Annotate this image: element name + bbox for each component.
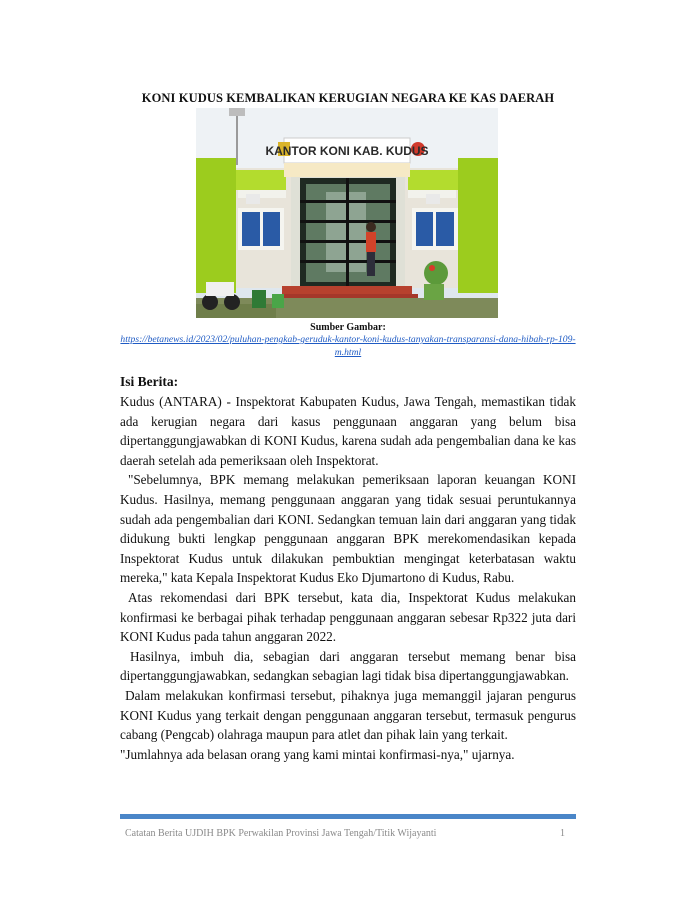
paragraph: Atas rekomendasi dari BPK tersebut, kata dia, Inspektorat Kudus melakukan konfirmasi ke berbagai pihak terhadap penggunaan anggaran sebesar Rp322 juta dari KONI Kudus pada tahun anggaran 2022. [120, 589, 576, 645]
paragraph: "Jumlahnya ada belasan orang yang kami mintai konfirmasi-nya," ujarnya. [120, 746, 515, 762]
section-heading: Isi Berita: [120, 374, 179, 389]
sign-text: KANTOR KONI KAB. KUDUS [265, 144, 429, 158]
article-body [120, 392, 576, 764]
building-photo [196, 108, 498, 318]
paragraph: Dalam melakukan konfirmasi tersebut, pihaknya juga memanggil jajaran pengurus KONI Kudus yang terkait dengan penggunaan anggaran tersebut, termasuk pengurus cabang (Pengcab) olahraga maupun para atlet dan pihak lain yang terkait. [120, 687, 576, 743]
paragraph: Hasilnya, imbuh dia, sebagian dari anggaran tersebut memang benar bisa dipertanggungjawabkan, sedangkan sebagian lagi tidak bisa dipertanggungjawabkan. [120, 648, 576, 684]
image-source-link[interactable]: https://betanews.id/2023/02/puluhan-pengkab-geruduk-kantor-koni-kudus-tanyakan-transparansi-dana-hibah-rp-109-m.html [120, 334, 576, 358]
image-source-label: Sumber Gambar: [310, 322, 386, 333]
footer-text: Catatan Berita UJDIH BPK Perwakilan Provinsi Jawa Tengah/Titik Wijayanti [125, 828, 437, 839]
article-title: KONI KUDUS KEMBALIKAN KERUGIAN NEGARA KE KAS DAERAH [141, 91, 555, 105]
paragraph: Kudus (ANTARA) - Inspektorat Kabupaten Kudus, Jawa Tengah, memastikan tidak ada kerugian negara dari kasus penggunaan anggaran yang belum bisa dipertanggungjawabkan di KONI Kudus, karena sudah ada pengembalian dana ke kas daerah setelah ada pemeriksaan oleh Inspektorat. [120, 394, 576, 468]
page-number: 1 [560, 828, 565, 839]
footer-rule [120, 814, 576, 819]
paragraph: "Sebelumnya, BPK memang melakukan pemeriksaan laporan keuangan KONI Kudus. Hasilnya, memang penggunaan anggaran yang tidak sesuai peruntukannya sudah ada pengembalian dari KONI. Sedangkan temuan lain dari anggaran yang tidak didukung bukti lengkap penggunaan anggaran BPK merekomendasikan kepada Inspektorat Kudus untuk dilakukan pembuktian mengingat keterbatasan waktu mereka," kata Kepala Inspektorat Kudus Eko Djumartono di Kudus, Rabu. [120, 472, 576, 586]
